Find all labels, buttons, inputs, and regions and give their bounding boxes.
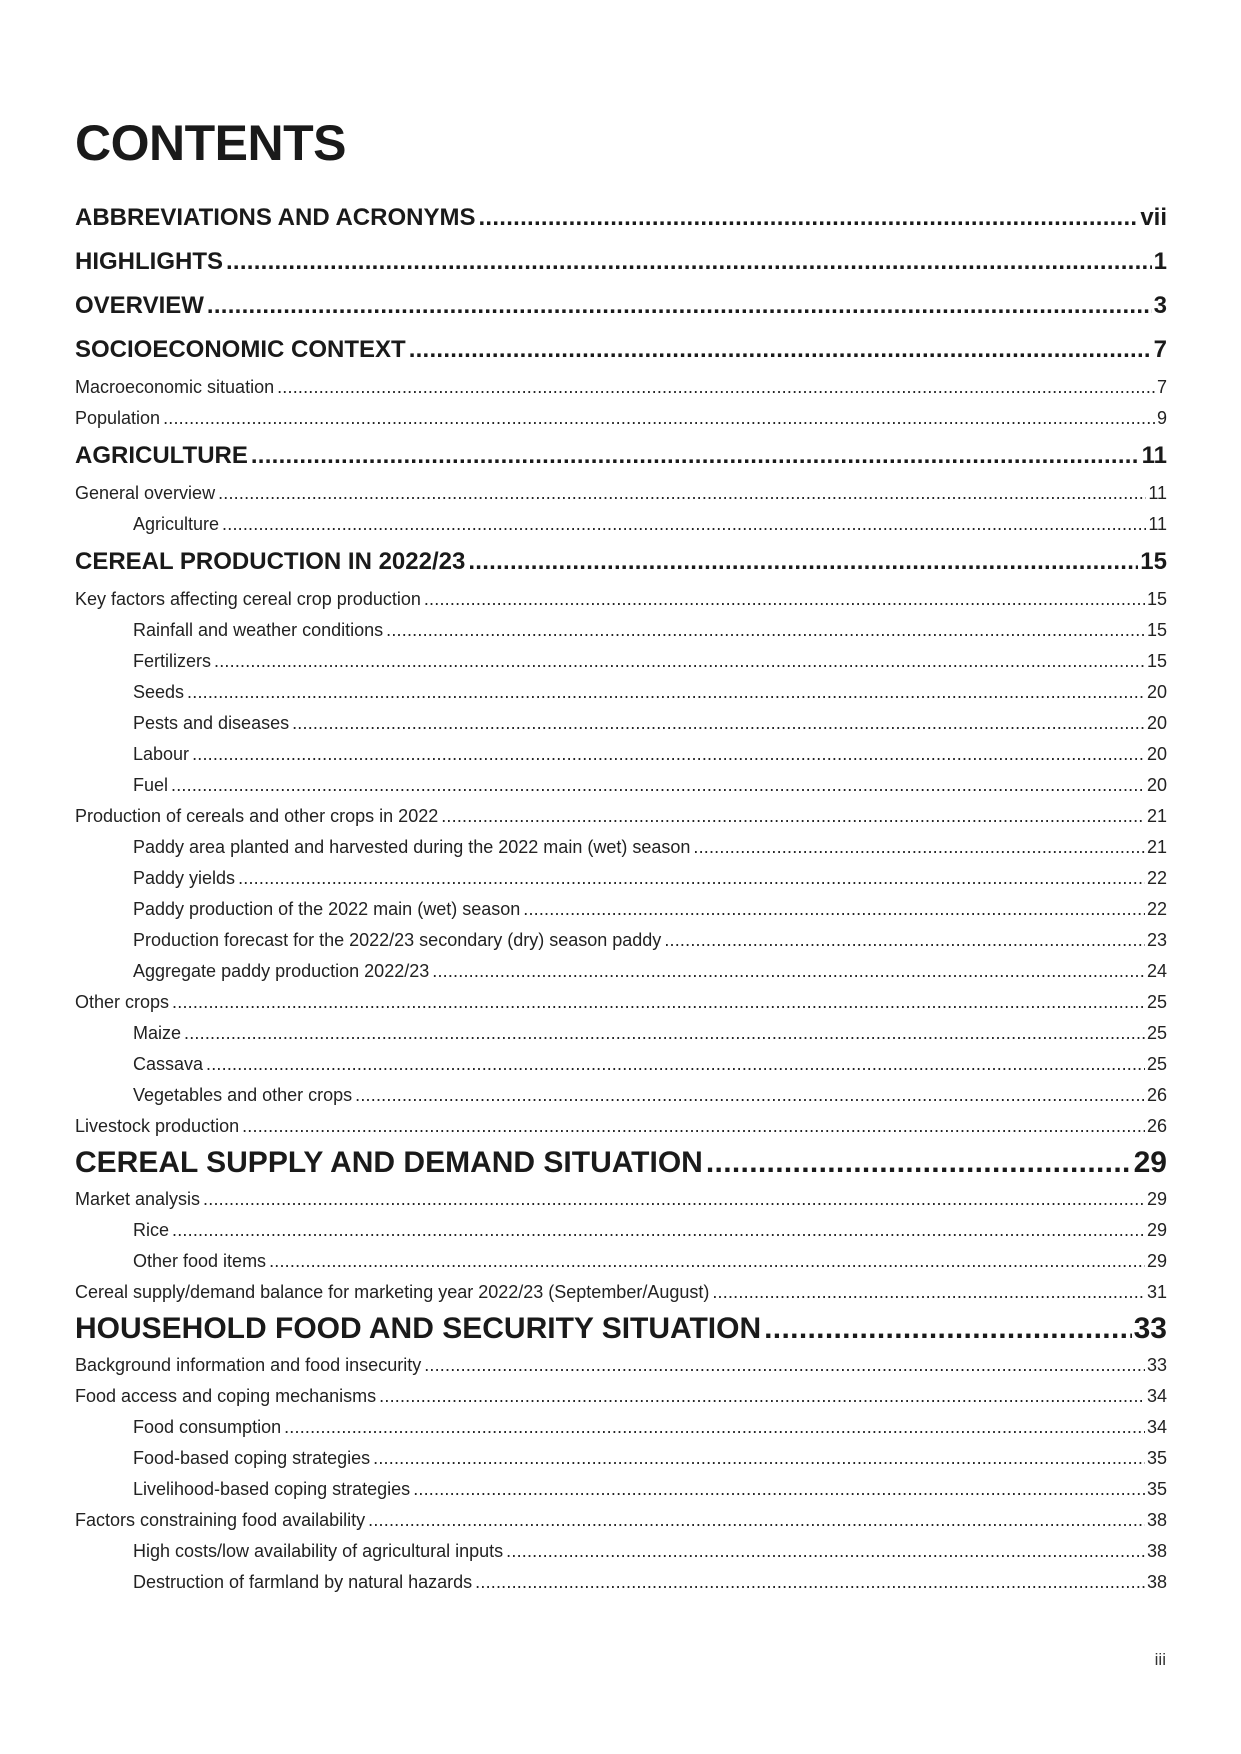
toc-entry-label: CEREAL PRODUCTION IN 2022/23: [75, 548, 466, 575]
toc-entry-page-number: 21: [1146, 837, 1167, 857]
dot-leader: [706, 1142, 1132, 1184]
dot-leader: [207, 284, 1152, 328]
dot-leader: [506, 1536, 1145, 1567]
toc-entry-label: AGRICULTURE: [75, 442, 248, 469]
toc-subentry[interactable]: [75, 646, 1167, 677]
dot-leader: [222, 509, 1146, 540]
toc-entry-page-number: 38: [1146, 1572, 1167, 1592]
toc-entry-label: Factors constraining food availability: [75, 1510, 366, 1530]
toc-subentry[interactable]: [75, 1246, 1167, 1277]
dot-leader: [269, 1246, 1145, 1277]
toc-entry-page-number: 21: [1146, 806, 1167, 826]
toc-subentry[interactable]: [75, 1412, 1167, 1443]
toc-entry-page-number: 20: [1146, 744, 1167, 764]
toc-subentry[interactable]: [75, 1443, 1167, 1474]
toc-entry-label: Paddy production of the 2022 main (wet) season: [133, 899, 521, 919]
toc-entry[interactable]: [75, 1505, 1167, 1536]
toc-entry[interactable]: [75, 478, 1167, 509]
toc-entry-label: Other food items: [133, 1251, 267, 1271]
toc-entry-page-number: 33: [1133, 1312, 1167, 1345]
dot-leader: [172, 987, 1145, 1018]
toc-subentry[interactable]: [75, 832, 1167, 863]
toc-entry-page-number: 38: [1146, 1541, 1167, 1561]
dot-leader: [206, 1049, 1145, 1080]
toc-entry-page-number: 34: [1146, 1417, 1167, 1437]
toc-entry-label: Livelihood-based coping strategies: [133, 1479, 411, 1499]
toc-entry-label: Livestock production: [75, 1116, 240, 1136]
toc-entry[interactable]: [75, 1381, 1167, 1412]
toc-subentry[interactable]: [75, 615, 1167, 646]
toc-subentry[interactable]: [75, 956, 1167, 987]
dot-leader: [478, 196, 1138, 240]
toc-entry-label: Agriculture: [133, 514, 220, 534]
toc-entry-page-number: 34: [1146, 1386, 1167, 1406]
toc-entry-page-number: 15: [1146, 589, 1167, 609]
dot-leader: [172, 1215, 1145, 1246]
toc-entry-label: Market analysis: [75, 1189, 201, 1209]
dot-leader: [409, 328, 1152, 372]
toc-entry-label: Cereal supply/demand balance for marketing year 2022/23 (September/August): [75, 1282, 710, 1302]
toc-subentry[interactable]: [75, 925, 1167, 956]
toc-entry-label: Pests and diseases: [133, 713, 290, 733]
table-of-contents: [75, 196, 1167, 1598]
toc-entry-label: Paddy yields: [133, 868, 236, 888]
dot-leader: [386, 615, 1145, 646]
dot-leader: [355, 1080, 1145, 1111]
toc-entry-page-number: 29: [1146, 1189, 1167, 1209]
toc-entry[interactable]: [75, 372, 1167, 403]
toc-entry-label: HIGHLIGHTS: [75, 248, 223, 275]
toc-entry-label: Seeds: [133, 682, 185, 702]
toc-entry-page-number: 1: [1153, 248, 1167, 275]
toc-entry-label: Macroeconomic situation: [75, 377, 275, 397]
toc-entry-label: Labour: [133, 744, 190, 764]
toc-entry-label: SOCIOECONOMIC CONTEXT: [75, 336, 406, 363]
page-title: CONTENTS: [75, 115, 346, 171]
toc-entry-page-number: 20: [1146, 775, 1167, 795]
toc-entry[interactable]: [75, 987, 1167, 1018]
toc-entry-label: Rainfall and weather conditions: [133, 620, 384, 640]
toc-entry-page-number: 9: [1156, 408, 1167, 428]
toc-entry-page-number: 7: [1156, 377, 1167, 397]
toc-entry-page-number: 15: [1146, 620, 1167, 640]
toc-entry-page-number: 31: [1146, 1282, 1167, 1302]
dot-leader: [184, 1018, 1145, 1049]
dot-leader: [242, 1111, 1145, 1142]
toc-entry-page-number: 15: [1140, 548, 1167, 575]
dot-leader: [475, 1567, 1145, 1598]
toc-entry-label: Food-based coping strategies: [133, 1448, 371, 1468]
toc-entry-label: Production forecast for the 2022/23 secondary (dry) season paddy: [133, 930, 662, 950]
toc-entry-label: Vegetables and other crops: [133, 1085, 353, 1105]
dot-leader: [226, 240, 1152, 284]
dot-leader: [214, 646, 1145, 677]
toc-entry[interactable]: [75, 1350, 1167, 1381]
toc-subentry[interactable]: [75, 708, 1167, 739]
toc-entry-label: Production of cereals and other crops in 2022: [75, 806, 439, 826]
dot-leader: [284, 1412, 1145, 1443]
toc-entry-label: Food consumption: [133, 1417, 282, 1437]
dot-leader: [171, 770, 1145, 801]
toc-subentry[interactable]: [75, 509, 1167, 540]
toc-entry-label: ABBREVIATIONS AND ACRONYMS: [75, 204, 476, 231]
toc-entry-page-number: 11: [1148, 514, 1167, 534]
toc-entry-label: Population: [75, 408, 161, 428]
toc-entry-page-number: 15: [1146, 651, 1167, 671]
toc-subentry[interactable]: [75, 1536, 1167, 1567]
toc-entry-label: Fertilizers: [133, 651, 212, 671]
dot-leader: [187, 677, 1145, 708]
toc-subentry[interactable]: [75, 1049, 1167, 1080]
dot-leader: [693, 832, 1145, 863]
toc-subentry[interactable]: [75, 677, 1167, 708]
dot-leader: [163, 403, 1155, 434]
toc-entry-label: OVERVIEW: [75, 292, 204, 319]
dot-leader: [764, 1308, 1131, 1350]
toc-entry-page-number: 20: [1146, 713, 1167, 733]
toc-entry-page-number: 33: [1146, 1355, 1167, 1375]
toc-entry-page-number: 11: [1141, 442, 1167, 469]
toc-section[interactable]: [75, 434, 1167, 478]
dot-leader: [373, 1443, 1145, 1474]
toc-entry-page-number: 24: [1146, 961, 1167, 981]
toc-section[interactable]: [75, 284, 1167, 328]
toc-entry-page-number: 38: [1146, 1510, 1167, 1530]
toc-subentry[interactable]: [75, 1567, 1167, 1598]
dot-leader: [664, 925, 1145, 956]
toc-entry-page-number: 11: [1148, 483, 1167, 503]
toc-entry-label: Other crops: [75, 992, 170, 1012]
toc-entry-label: Food access and coping mechanisms: [75, 1386, 377, 1406]
toc-entry-page-number: 35: [1146, 1479, 1167, 1499]
toc-subentry[interactable]: [75, 1080, 1167, 1111]
toc-entry-page-number: 25: [1146, 1054, 1167, 1074]
toc-subentry[interactable]: [75, 739, 1167, 770]
dot-leader: [277, 372, 1155, 403]
toc-subentry[interactable]: [75, 863, 1167, 894]
dot-leader: [712, 1277, 1145, 1308]
toc-entry-label: Cassava: [133, 1054, 204, 1074]
toc-entry[interactable]: [75, 1184, 1167, 1215]
toc-entry-label: Rice: [133, 1220, 170, 1240]
toc-entry[interactable]: [75, 1111, 1167, 1142]
dot-leader: [424, 584, 1145, 615]
toc-entry[interactable]: [75, 584, 1167, 615]
dot-leader: [468, 540, 1138, 584]
toc-entry-page-number: 20: [1146, 682, 1167, 702]
dot-leader: [424, 1350, 1145, 1381]
toc-entry-page-number: 26: [1146, 1085, 1167, 1105]
toc-entry-page-number: 29: [1146, 1220, 1167, 1240]
toc-entry-page-number: 29: [1133, 1146, 1167, 1179]
toc-entry-label: Paddy area planted and harvested during the 2022 main (wet) season: [133, 837, 691, 857]
toc-entry-page-number: 25: [1146, 992, 1167, 1012]
toc-entry-label: General overview: [75, 483, 216, 503]
toc-entry-label: HOUSEHOLD FOOD AND SECURITY SITUATION: [75, 1312, 762, 1345]
dot-leader: [523, 894, 1145, 925]
toc-entry[interactable]: [75, 1277, 1167, 1308]
toc-subentry[interactable]: [75, 1474, 1167, 1505]
toc-subentry[interactable]: [75, 1215, 1167, 1246]
toc-entry-page-number: 23: [1146, 930, 1167, 950]
dot-leader: [218, 478, 1146, 509]
toc-entry-label: CEREAL SUPPLY AND DEMAND SITUATION: [75, 1146, 703, 1179]
toc-entry-page-number: 22: [1146, 868, 1167, 888]
toc-subentry[interactable]: [75, 770, 1167, 801]
toc-entry-label: Key factors affecting cereal crop production: [75, 589, 421, 609]
toc-entry-page-number: 29: [1146, 1251, 1167, 1271]
toc-section[interactable]: [75, 328, 1167, 372]
toc-entry-page-number: 7: [1153, 336, 1167, 363]
toc-entry[interactable]: [75, 801, 1167, 832]
toc-entry-page-number: 35: [1146, 1448, 1167, 1468]
toc-entry-label: Background information and food insecurity: [75, 1355, 422, 1375]
toc-entry-label: High costs/low availability of agricultural inputs: [133, 1541, 504, 1561]
dot-leader: [441, 801, 1145, 832]
dot-leader: [251, 434, 1140, 478]
dot-leader: [192, 739, 1145, 770]
dot-leader: [368, 1505, 1145, 1536]
toc-entry-page-number: 26: [1146, 1116, 1167, 1136]
toc-entry-page-number: 25: [1146, 1023, 1167, 1043]
toc-entry-page-number: 3: [1153, 292, 1167, 319]
dot-leader: [413, 1474, 1145, 1505]
dot-leader: [379, 1381, 1145, 1412]
page-number: iii: [1154, 1650, 1166, 1669]
toc-subentry[interactable]: [75, 1018, 1167, 1049]
toc-entry-page-number: vii: [1140, 204, 1167, 231]
toc-subentry[interactable]: [75, 894, 1167, 925]
toc-entry-label: Fuel: [133, 775, 169, 795]
toc-entry-label: Aggregate paddy production 2022/23: [133, 961, 430, 981]
toc-entry-label: Destruction of farmland by natural hazards: [133, 1572, 473, 1592]
toc-section[interactable]: [75, 196, 1167, 240]
dot-leader: [292, 708, 1145, 739]
dot-leader: [203, 1184, 1145, 1215]
toc-section[interactable]: [75, 1308, 1167, 1350]
toc-section[interactable]: [75, 540, 1167, 584]
toc-entry-label: Maize: [133, 1023, 182, 1043]
toc-entry[interactable]: [75, 403, 1167, 434]
toc-entry-page-number: 22: [1146, 899, 1167, 919]
toc-section[interactable]: [75, 240, 1167, 284]
dot-leader: [238, 863, 1145, 894]
dot-leader: [432, 956, 1145, 987]
toc-section[interactable]: [75, 1142, 1167, 1184]
